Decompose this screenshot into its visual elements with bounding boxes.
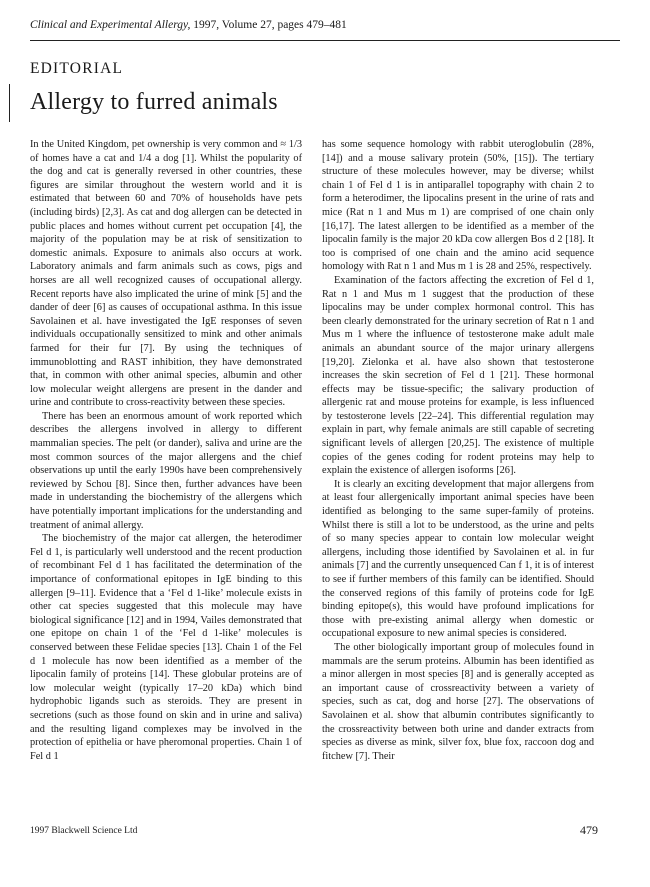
running-head (30, 19, 620, 31)
paragraph: There has been an enormous amount of work reported which describes the allergens involved in allergy to different mammalian species. The pelt (or dander), saliva and urine are the most common sources of the major allergens and the chief observations up until the early 1990s have been comprehensively reviewed by Schou [8]. Since then, further advances have been made in understanding the biochemistry of the allergens which have potentially important implications for the understanding and treatment of animal allergy. (30, 410, 302, 531)
paragraph: In the United Kingdom, pet ownership is very common and ≈ 1/3 of homes have a cat and 1/4 a dog [1]. Whilst the popularity of the dog and cat is generally reversed in other countries, these figures are similar throughout the western world and it is estimated that between 60 and 70% of households have pets (including birds) [2,3]. As cat and dog allergen can be detected in public places and homes without current pet occupation [4], the majority of the population may be at risk of sensitization to domestic animals. Exposure to animals also occurs at work. Laboratory animals and farm animals such as cows, pigs and horses are all well recognized causes of occupational allergy. Recent reports have also implicated the urine of mink [5] and the dander of deer [6] as causes of occupational asthma. In this issue Savolainen et al. have investigated the IgE responses of seven individuals occupationally sensitized to mink and other animals farmed for their fur [7]. By using the techniques of immunoblotting and RAST inhibition, they have demonstrated that, in common with other animal species, albumin and other low molecular weight allergens are present in the dander and urine and contribute to cross-reactivity between these species. (30, 139, 302, 409)
copyright-notice: 1997 Blackwell Science Ltd (30, 826, 138, 836)
paragraph: It is clearly an exciting development that major allergens from at least four allergenically important animal species have been identified as belonging to the same super-family of proteins. Whilst there is still a lot to be understood, as the urine and pelts of so many species appear to contain low molecular weight allergens, including those identified by Savolainen et al. in fur animals [7] and the currently unsequenced Can f 1, it is of interest to see if further members of this family can be identified. Should the conserved regions of this family of proteins code for IgE binding epitope(s), this would have profound implications for those with pre-existing animal allergy when domestic or occupational exposure to new animal species is considered. (322, 478, 594, 640)
paragraph: The other biologically important group of molecules found in mammals are the serum proteins. Albumin has been identified as a minor allergen in most species [8] and is generally accepted as an important cause of crossreactivity between a variety of species, such as cat, dog and horse [27]. The observations of Savolainen et al. show that albumin contributes significantly to the crossreactivity between both urine and dander extracts from species as diverse as mink, silver fox, blue fox, raccoon dog and fitchew [7]. Their (322, 641, 594, 762)
page-number: 479 (580, 823, 598, 837)
left-column (30, 138, 302, 763)
paragraph: has some sequence homology with rabbit uteroglobulin (28%, [14]) and a mouse salivary protein (50%, [15]). The tertiary structure of these molecules however, may be diverse; whilst chain 1 of Fel d 1 is in antiparallel topography with chain 2 to form a heterodimer, the lipocalins present in the urine of rats and mice (Rat n 1 and Mus m 1) are comprised of one chain only [16,17]. The latest allergen to be identified as a member of the lipocalin family is the major 20 kDa cow allergen Bos d 2 [18]. It too is comprised of one chain and the amino acid sequence homology with Rat n 1 and Mus m 1 is 28 and 25%, respectively. (322, 139, 594, 273)
margin-mark (9, 84, 10, 122)
header-rule (30, 40, 620, 41)
paragraph: Examination of the factors affecting the excretion of Fel d 1, Rat n 1 and Mus m 1 suggest that the production of these lipocalins may be under complex hormonal control. This has been clearly demonstrated for the urinary secretion of Rat n 1 and Mus m 1 where the influence of testosterone make adult male animals an abundant source of the major urinary allergens [19,20]. Zielonka et al. have also shown that testosterone increases the skin secretion of Fel d 1 [21]. These hormonal effects may be tissue-specific; the salivary production of allergenic rat and mouse proteins for example, is less influenced by testosterone levels [22–24]. This differential regulation may explain in part, why female animals are still capable of secreting significant levels of allergen [20,25]. The existence of multiple copies of the genes coding for rodent proteins may help to explain the existence of allergen isoforms [26]. (322, 274, 594, 477)
section-label: EDITORIAL (30, 60, 124, 77)
citation-details: 1997, Volume 27, pages 479–481 (190, 19, 347, 31)
paragraph: The biochemistry of the major cat allergen, the heterodimer Fel d 1, is particularly well understood and the recent production of recombinant Fel d 1 has facilitated the determination of the importance of conformational epitopes in IgE binding to this allergen [9–11]. Evidence that a ‘Fel d 1-like’ molecule exists in other cat species suggested that this molecule may have biological significance [12] and in 1994, Vailes demonstrated that one epitope on chain 1 of the ‘Fel d 1-like’ molecules is conserved between these Felidae species [13]. Chain 1 of the Fel d 1 molecule has now been identified as a member of the lipocalin family of proteins [14]. These globular proteins are of low molecular weight (typically 17–20 kDa) which bind hydrophobic ligands such as steroids. They are present in secretions (such as those found on skin and in urine and saliva) and the resulting ligand complexes may be involved in the protection of epithelia or have pheromonal properties. Chain 1 of Fel d 1 (30, 533, 302, 762)
journal-name: Clinical and Experimental Allergy, (30, 19, 191, 31)
right-column (322, 138, 594, 763)
article-title: Allergy to furred animals (30, 89, 278, 115)
